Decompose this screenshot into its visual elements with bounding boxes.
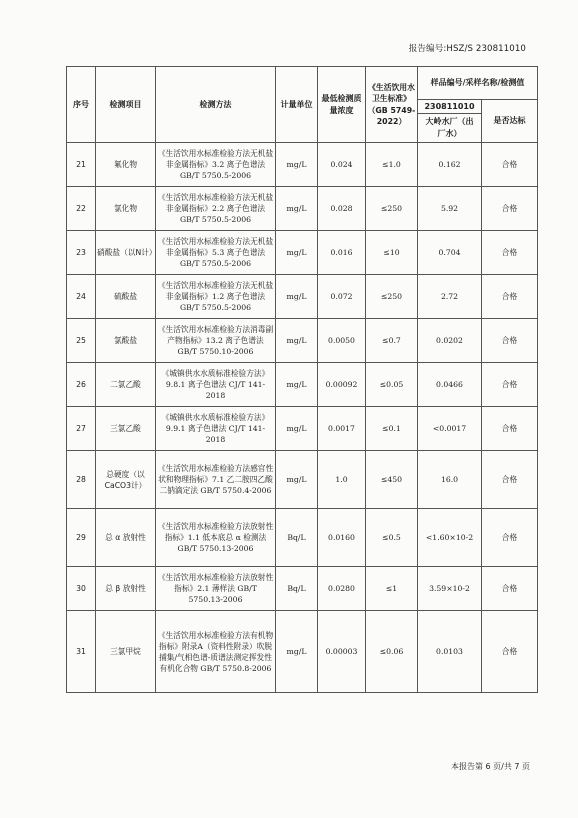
row-result: 合格 xyxy=(482,231,538,275)
row-number: 26 xyxy=(67,363,96,407)
row-item: 硝酸盐（以N计） xyxy=(96,231,156,275)
row-number: 22 xyxy=(67,187,96,231)
row-standard: ≤0.7 xyxy=(366,319,418,363)
row-detection-limit: 0.0050 xyxy=(318,319,366,363)
row-detection-limit: 0.0280 xyxy=(318,567,366,611)
table-row xyxy=(67,451,538,509)
results-table xyxy=(66,66,538,693)
row-standard: ≤0.05 xyxy=(366,363,418,407)
header-standard: 《生活饮用水卫生标准》（GB 5749-2022） xyxy=(366,67,418,143)
row-item: 三氯乙酸 xyxy=(96,407,156,451)
row-item: 二氯乙酸 xyxy=(96,363,156,407)
row-unit: Bq/L xyxy=(276,567,318,611)
row-detection-limit: 0.024 xyxy=(318,143,366,187)
row-unit: mg/L xyxy=(276,319,318,363)
row-result: 合格 xyxy=(482,611,538,693)
row-standard: ≤1 xyxy=(366,567,418,611)
row-standard: ≤250 xyxy=(366,187,418,231)
row-unit: mg/L xyxy=(276,275,318,319)
row-number: 21 xyxy=(67,143,96,187)
row-standard: ≤0.06 xyxy=(366,611,418,693)
row-unit: mg/L xyxy=(276,407,318,451)
row-value: 5.92 xyxy=(418,187,482,231)
row-value: 0.0202 xyxy=(418,319,482,363)
row-standard: ≤0.5 xyxy=(366,509,418,567)
header-sample-name: 大岭水厂（出厂水） xyxy=(425,117,474,138)
header-unit: 计量单位 xyxy=(276,67,318,143)
row-standard: ≤450 xyxy=(366,451,418,509)
row-detection-limit: 1.0 xyxy=(318,451,366,509)
row-unit: mg/L xyxy=(276,451,318,509)
row-result: 合格 xyxy=(482,187,538,231)
row-item: 氟化物 xyxy=(96,143,156,187)
row-number: 29 xyxy=(67,509,96,567)
row-number: 25 xyxy=(67,319,96,363)
table-row xyxy=(67,567,538,611)
header-qualified: 是否达标 xyxy=(482,100,538,143)
row-unit: Bq/L xyxy=(276,509,318,567)
header-sample-cell xyxy=(418,100,482,143)
row-method: 《生活饮用水标准检验方法感官性状和物理指标》7.1 乙二胺四乙酸二钠滴定法 GB/T 5750.4-2006 xyxy=(156,451,276,509)
row-value: 0.0103 xyxy=(418,611,482,693)
row-result: 合格 xyxy=(482,319,538,363)
row-result: 合格 xyxy=(482,407,538,451)
header-item: 检测项目 xyxy=(96,67,156,143)
table-row xyxy=(67,231,538,275)
row-standard: ≤0.1 xyxy=(366,407,418,451)
row-value: <0.0017 xyxy=(418,407,482,451)
row-method: 《生活饮用水标准检验方法有机物指标》附录A（资料性附录）吹脱捕集/气相色谱-质谱法测定挥发性有机化合物 GB/T 5750.8-2006 xyxy=(156,611,276,693)
row-detection-limit: 0.016 xyxy=(318,231,366,275)
row-item: 总硬度（以CaCO3计） xyxy=(96,451,156,509)
table-row xyxy=(67,611,538,693)
row-result: 合格 xyxy=(482,509,538,567)
row-item: 氯化物 xyxy=(96,187,156,231)
header-method: 检测方法 xyxy=(156,67,276,143)
row-item: 总 α 放射性 xyxy=(96,509,156,567)
row-value: <1.60×10-2 xyxy=(418,509,482,567)
row-number: 24 xyxy=(67,275,96,319)
page-footer: 本报告第 6 页/共 7 页 xyxy=(450,762,530,771)
row-item: 氯酸盐 xyxy=(96,319,156,363)
row-value: 2.72 xyxy=(418,275,482,319)
table-row xyxy=(67,187,538,231)
row-value: 16.0 xyxy=(418,451,482,509)
row-detection-limit: 0.072 xyxy=(318,275,366,319)
row-item: 硫酸盐 xyxy=(96,275,156,319)
row-method: 《生活饮用水标准检验方法无机盐非金属指标》1.2 离子色谱法 GB/T 5750.5-2006 xyxy=(156,275,276,319)
row-method: 《城镇供水水质标准检验方法》 9.8.1 离子色谱法 CJ/T 141-2018 xyxy=(156,363,276,407)
row-unit: mg/L xyxy=(276,187,318,231)
table-row xyxy=(67,275,538,319)
row-standard: ≤250 xyxy=(366,275,418,319)
report-number: 报告编号:HSZ/S 230811010 xyxy=(408,44,526,54)
row-result: 合格 xyxy=(482,143,538,187)
row-result: 合格 xyxy=(482,451,538,509)
row-unit: mg/L xyxy=(276,231,318,275)
row-method: 《生活饮用水标准检验方法无机盐非金属指标》3.2 离子色谱法 GB/T 5750.5-2006 xyxy=(156,143,276,187)
table-row xyxy=(67,407,538,451)
row-detection-limit: 0.028 xyxy=(318,187,366,231)
row-standard: ≤10 xyxy=(366,231,418,275)
row-unit: mg/L xyxy=(276,611,318,693)
table-row xyxy=(67,319,538,363)
row-method: 《生活饮用水标准检验方法无机盐非金属指标》2.2 离子色谱法 GB/T 5750.5-2006 xyxy=(156,187,276,231)
row-method: 《生活饮用水标准检验方法放射性指标》1.1 低本底总 α 检测法 GB/T 5750.13-2006 xyxy=(156,509,276,567)
header-seq: 序号 xyxy=(67,67,96,143)
header-sample-group: 样品编号/采样名称/检测值 xyxy=(418,67,538,100)
row-detection-limit: 0.00092 xyxy=(318,363,366,407)
table-row xyxy=(67,509,538,567)
table-row xyxy=(67,363,538,407)
row-value: 0.0466 xyxy=(418,363,482,407)
row-method: 《生活饮用水标准检验方法无机盐非金属指标》5.3 离子色谱法 GB/T 5750.5-2006 xyxy=(156,231,276,275)
row-number: 30 xyxy=(67,567,96,611)
row-method: 《城镇供水水质标准检验方法》 9.9.1 离子色谱法 CJ/T 141-2018 xyxy=(156,407,276,451)
row-result: 合格 xyxy=(482,567,538,611)
row-item: 三氯甲烷 xyxy=(96,611,156,693)
row-value: 3.59×10-2 xyxy=(418,567,482,611)
row-result: 合格 xyxy=(482,275,538,319)
row-method: 《生活饮用水标准检验方法放射性指标》2.1 薄样法 GB/T 5750.13-2006 xyxy=(156,567,276,611)
row-detection-limit: 0.0017 xyxy=(318,407,366,451)
row-detection-limit: 0.0160 xyxy=(318,509,366,567)
row-number: 31 xyxy=(67,611,96,693)
row-number: 28 xyxy=(67,451,96,509)
row-unit: mg/L xyxy=(276,143,318,187)
row-method: 《生活饮用水标准检验方法消毒副产物指标》13.2 离子色谱法 GB/T 5750.10-2006 xyxy=(156,319,276,363)
row-detection-limit: 0.00003 xyxy=(318,611,366,693)
row-number: 27 xyxy=(67,407,96,451)
header-detection-limit: 最低检测质量浓度 xyxy=(318,67,366,143)
row-result: 合格 xyxy=(482,363,538,407)
header-sample-id: 230811010 xyxy=(418,100,481,114)
row-number: 23 xyxy=(67,231,96,275)
row-unit: mg/L xyxy=(276,363,318,407)
row-value: 0.162 xyxy=(418,143,482,187)
row-standard: ≤1.0 xyxy=(366,143,418,187)
row-value: 0.704 xyxy=(418,231,482,275)
row-item: 总 β 放射性 xyxy=(96,567,156,611)
table-row xyxy=(67,143,538,187)
